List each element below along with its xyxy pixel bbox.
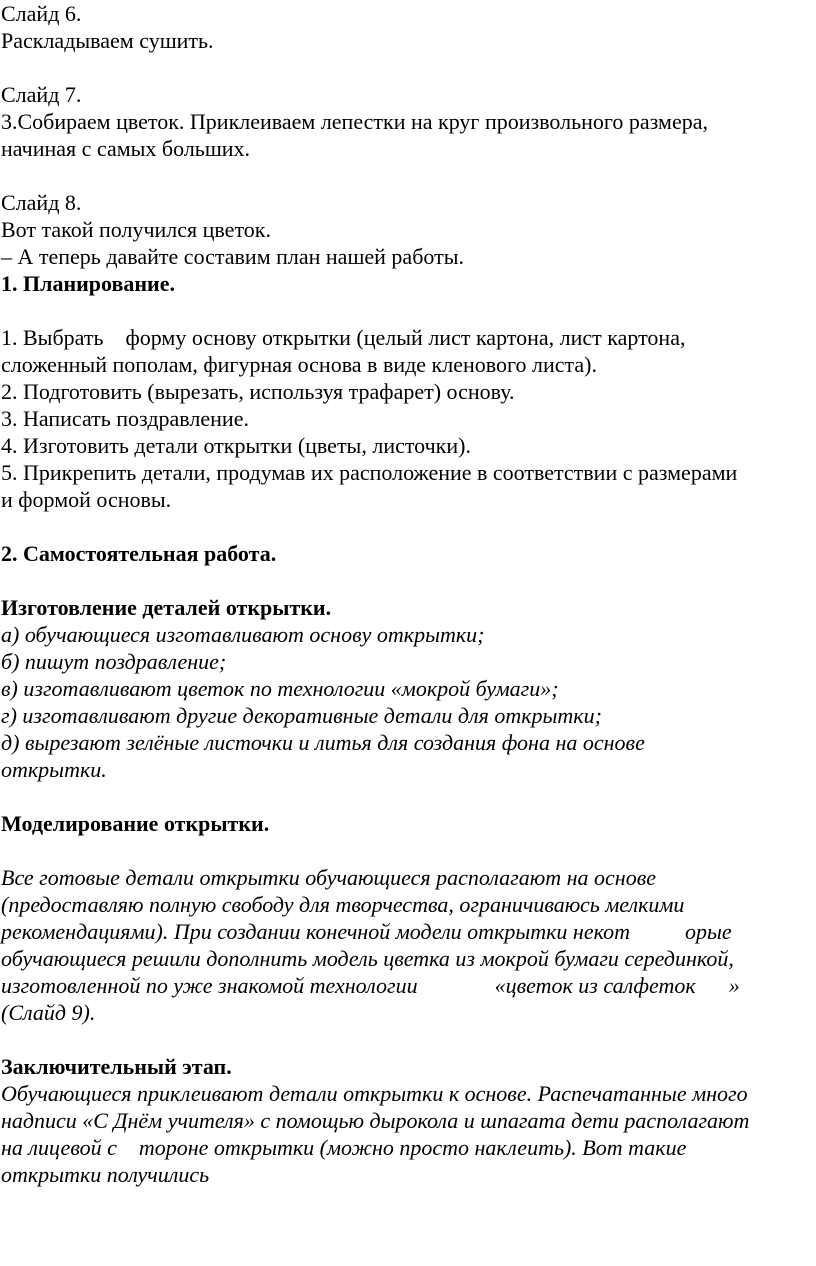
modeling-text-line: рекомендациями). При создании конечной модели открытки некот орые bbox=[1, 919, 732, 944]
planning-title: 1. Планирование. bbox=[1, 271, 175, 296]
modeling-text-line: изготовленной по уже знакомой технологии «цветок из салфеток » bbox=[1, 973, 740, 998]
blank-line bbox=[1, 1026, 816, 1053]
making-step: открытки. bbox=[1, 757, 107, 782]
blank-line bbox=[1, 297, 816, 324]
slide-8-line: – А теперь давайте составим план нашей работы. bbox=[1, 244, 464, 269]
modeling-text-line: (Слайд 9). bbox=[1, 1000, 96, 1025]
making-step: г) изготавливают другие декоративные детали для открытки; bbox=[1, 703, 602, 728]
plan-item: и формой основы. bbox=[1, 487, 172, 512]
slide-6-text: Раскладываем сушить. bbox=[1, 28, 214, 53]
modeling-text-line: Все готовые детали открытки обучающиеся располагают на основе bbox=[1, 865, 657, 890]
modeling-text-line: (предоставляю полную свободу для творчества, ограничиваюсь мелкими bbox=[1, 892, 685, 917]
blank-line bbox=[1, 162, 816, 189]
modeling-text-line: обучающиеся решили дополнить модель цветка из мокрой бумаги серединкой, bbox=[1, 946, 734, 971]
final-text-line: Обучающиеся приклеивают детали открытки к основе. Распечатанные много bbox=[1, 1081, 748, 1106]
blank-line bbox=[1, 837, 816, 864]
slide-6-heading: Слайд 6. bbox=[1, 1, 82, 26]
slide-8-line: Вот такой получился цветок. bbox=[1, 217, 271, 242]
plan-item: сложенный пополам, фигурная основа в виде кленового листа). bbox=[1, 352, 597, 377]
final-text-line: надписи «С Днём учителя» с помощью дырокола и шпагата дети располагают bbox=[1, 1108, 750, 1133]
blank-line bbox=[1, 567, 816, 594]
plan-item: 2. Подготовить (вырезать, используя трафарет) основу. bbox=[1, 379, 515, 404]
plan-item: 3. Написать поздравление. bbox=[1, 406, 249, 431]
making-step: д) вырезают зелёные листочки и литья для создания фона на основе bbox=[1, 730, 645, 755]
modeling-title: Моделирование открытки. bbox=[1, 811, 270, 836]
making-step: в) изготавливают цветок по технологии «мокрой бумаги»; bbox=[1, 676, 559, 701]
slide-8-heading: Слайд 8. bbox=[1, 190, 82, 215]
blank-line bbox=[1, 783, 816, 810]
slide-7-heading: Слайд 7. bbox=[1, 82, 82, 107]
making-title: Изготовление деталей открытки. bbox=[1, 595, 332, 620]
final-stage-title: Заключительный этап. bbox=[1, 1054, 232, 1079]
blank-line bbox=[1, 513, 816, 540]
slide-7-line: начиная с самых больших. bbox=[1, 136, 251, 161]
plan-item: 1. Выбрать форму основу открытки (целый лист картона, лист картона, bbox=[1, 325, 686, 350]
plan-item: 4. Изготовить детали открытки (цветы, листочки). bbox=[1, 433, 471, 458]
final-text-line: открытки получились bbox=[1, 1162, 210, 1187]
making-step: б) пишут поздравление; bbox=[1, 649, 227, 674]
independent-work-title: 2. Самостоятельная работа. bbox=[1, 541, 277, 566]
plan-item: 5. Прикрепить детали, продумав их расположение в соответствии с размерами bbox=[1, 460, 738, 485]
blank-line bbox=[1, 54, 816, 81]
slide-7-line: 3.Собираем цветок. Приклеиваем лепестки на круг произвольного размера, bbox=[1, 109, 708, 134]
final-text-line: на лицевой с тороне открытки (можно просто наклеить). Вот такие bbox=[1, 1135, 687, 1160]
making-step: а) обучающиеся изготавливают основу открытки; bbox=[1, 622, 485, 647]
